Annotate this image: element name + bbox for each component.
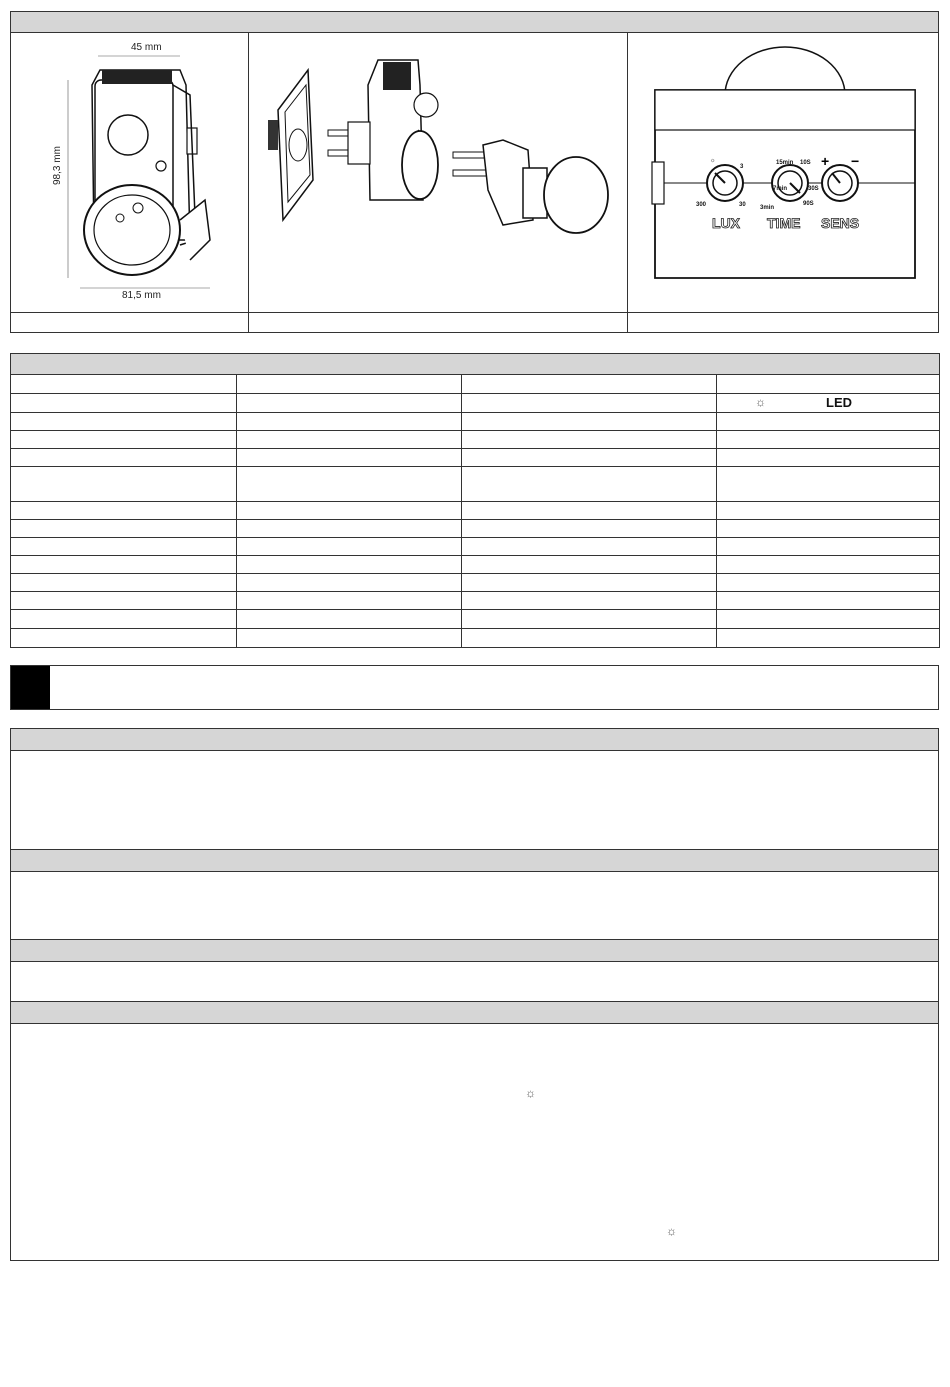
section-3: [10, 939, 939, 1002]
installation-drawing: [258, 40, 618, 305]
section-4: [10, 1001, 939, 1261]
svg-text:30S: 30S: [808, 186, 819, 192]
svg-text:10S: 10S: [800, 160, 811, 166]
dimension-depth: 81,5 mm: [122, 290, 161, 301]
device-dimension-drawing: [40, 40, 240, 305]
svg-text:3min: 3min: [760, 205, 775, 211]
led-label: LED: [826, 395, 852, 410]
figure-section-header: [11, 12, 938, 33]
svg-text:90S: 90S: [803, 201, 814, 207]
svg-text:30: 30: [739, 202, 746, 208]
svg-text:15min: 15min: [776, 160, 794, 166]
lux-label: LUX: [712, 215, 740, 231]
section-2: [10, 849, 939, 940]
sens-label: SENS: [821, 215, 860, 231]
time-label: TIME: [767, 215, 801, 231]
svg-text:3: 3: [740, 164, 744, 170]
svg-text:7min: 7min: [773, 186, 788, 192]
warning-box: [10, 665, 939, 710]
sun-icon: ☼: [666, 1224, 677, 1238]
svg-text:+: +: [821, 153, 830, 169]
dimension-height: 98,3 mm: [52, 146, 63, 185]
svg-text:300: 300: [696, 202, 707, 208]
sun-icon: ☼: [710, 158, 716, 164]
section-1: [10, 728, 939, 850]
warning-marker: [11, 666, 50, 709]
sun-icon: ☼: [525, 1086, 536, 1100]
control-panel-drawing: [640, 40, 930, 305]
sun-icon: ☼: [755, 395, 766, 409]
spec-table-header: [11, 354, 939, 375]
svg-text:−: −: [851, 153, 860, 169]
dimension-width: 45 mm: [131, 42, 162, 53]
